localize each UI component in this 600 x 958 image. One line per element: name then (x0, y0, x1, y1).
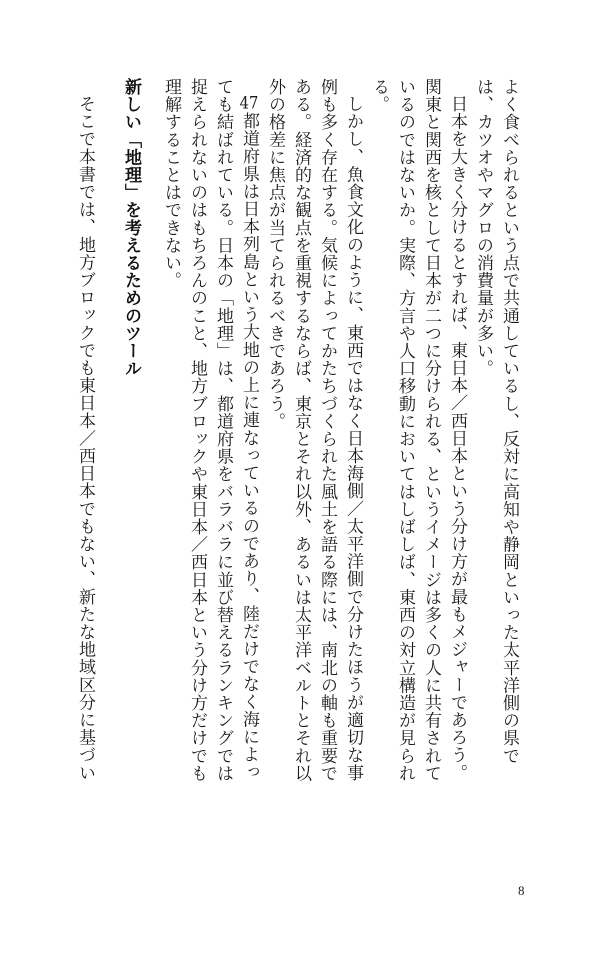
paragraph-3: しかし、魚食文化のように、東西ではなく日本海側／太平洋側で分けたほうが適切な事例も多く存在する。気候によってかたちづくられた風土を語る際には、南北の軸も重要である。経済的な観点を重視するならば、東京とそれ以外、あるいは太平洋ベルトとそれ以外の格差に焦点が当てられるべきであろう。 (265, 78, 363, 782)
paragraph-4-number: 47 (239, 95, 259, 112)
section-heading: 新しい「地理」を考えるためのツール (121, 78, 141, 378)
page-number: 8 (518, 883, 525, 898)
paragraph-4 (158, 78, 262, 798)
paragraph-5: そこで本書では、地方ブロックでも東日本／西日本でもない、新たな地域区分に基づい (75, 95, 95, 782)
paragraph-2: 日本を大きく分けるとすれば、東日本／西日本という分け方が最もメジャーであろう。関東と関西を核として日本が二つに分けられる、というイメージは多くの人に共有されているのではないか。実際、方言や人口移動においてはしばしば、東西の対立構造が見られる。 (369, 78, 467, 782)
vertical-text-body (72, 78, 522, 798)
paragraph-1: よく食べられるという点で共通しているし、反対に高知や静岡といった太平洋側の県では、カツオやマグロの消費量が多い。 (473, 78, 519, 765)
paragraph-4-text: 都道府県は日本列島という大地の上に連なっているのであり、陸だけでなく海によっても結ばれている。日本の「地理」は、都道府県をバラバラに並び替えるランキングでは捉えられないのはもちろんのこと、地方ブロックや東日本／西日本という分け方だけでも理解することはできない。 (161, 78, 259, 782)
